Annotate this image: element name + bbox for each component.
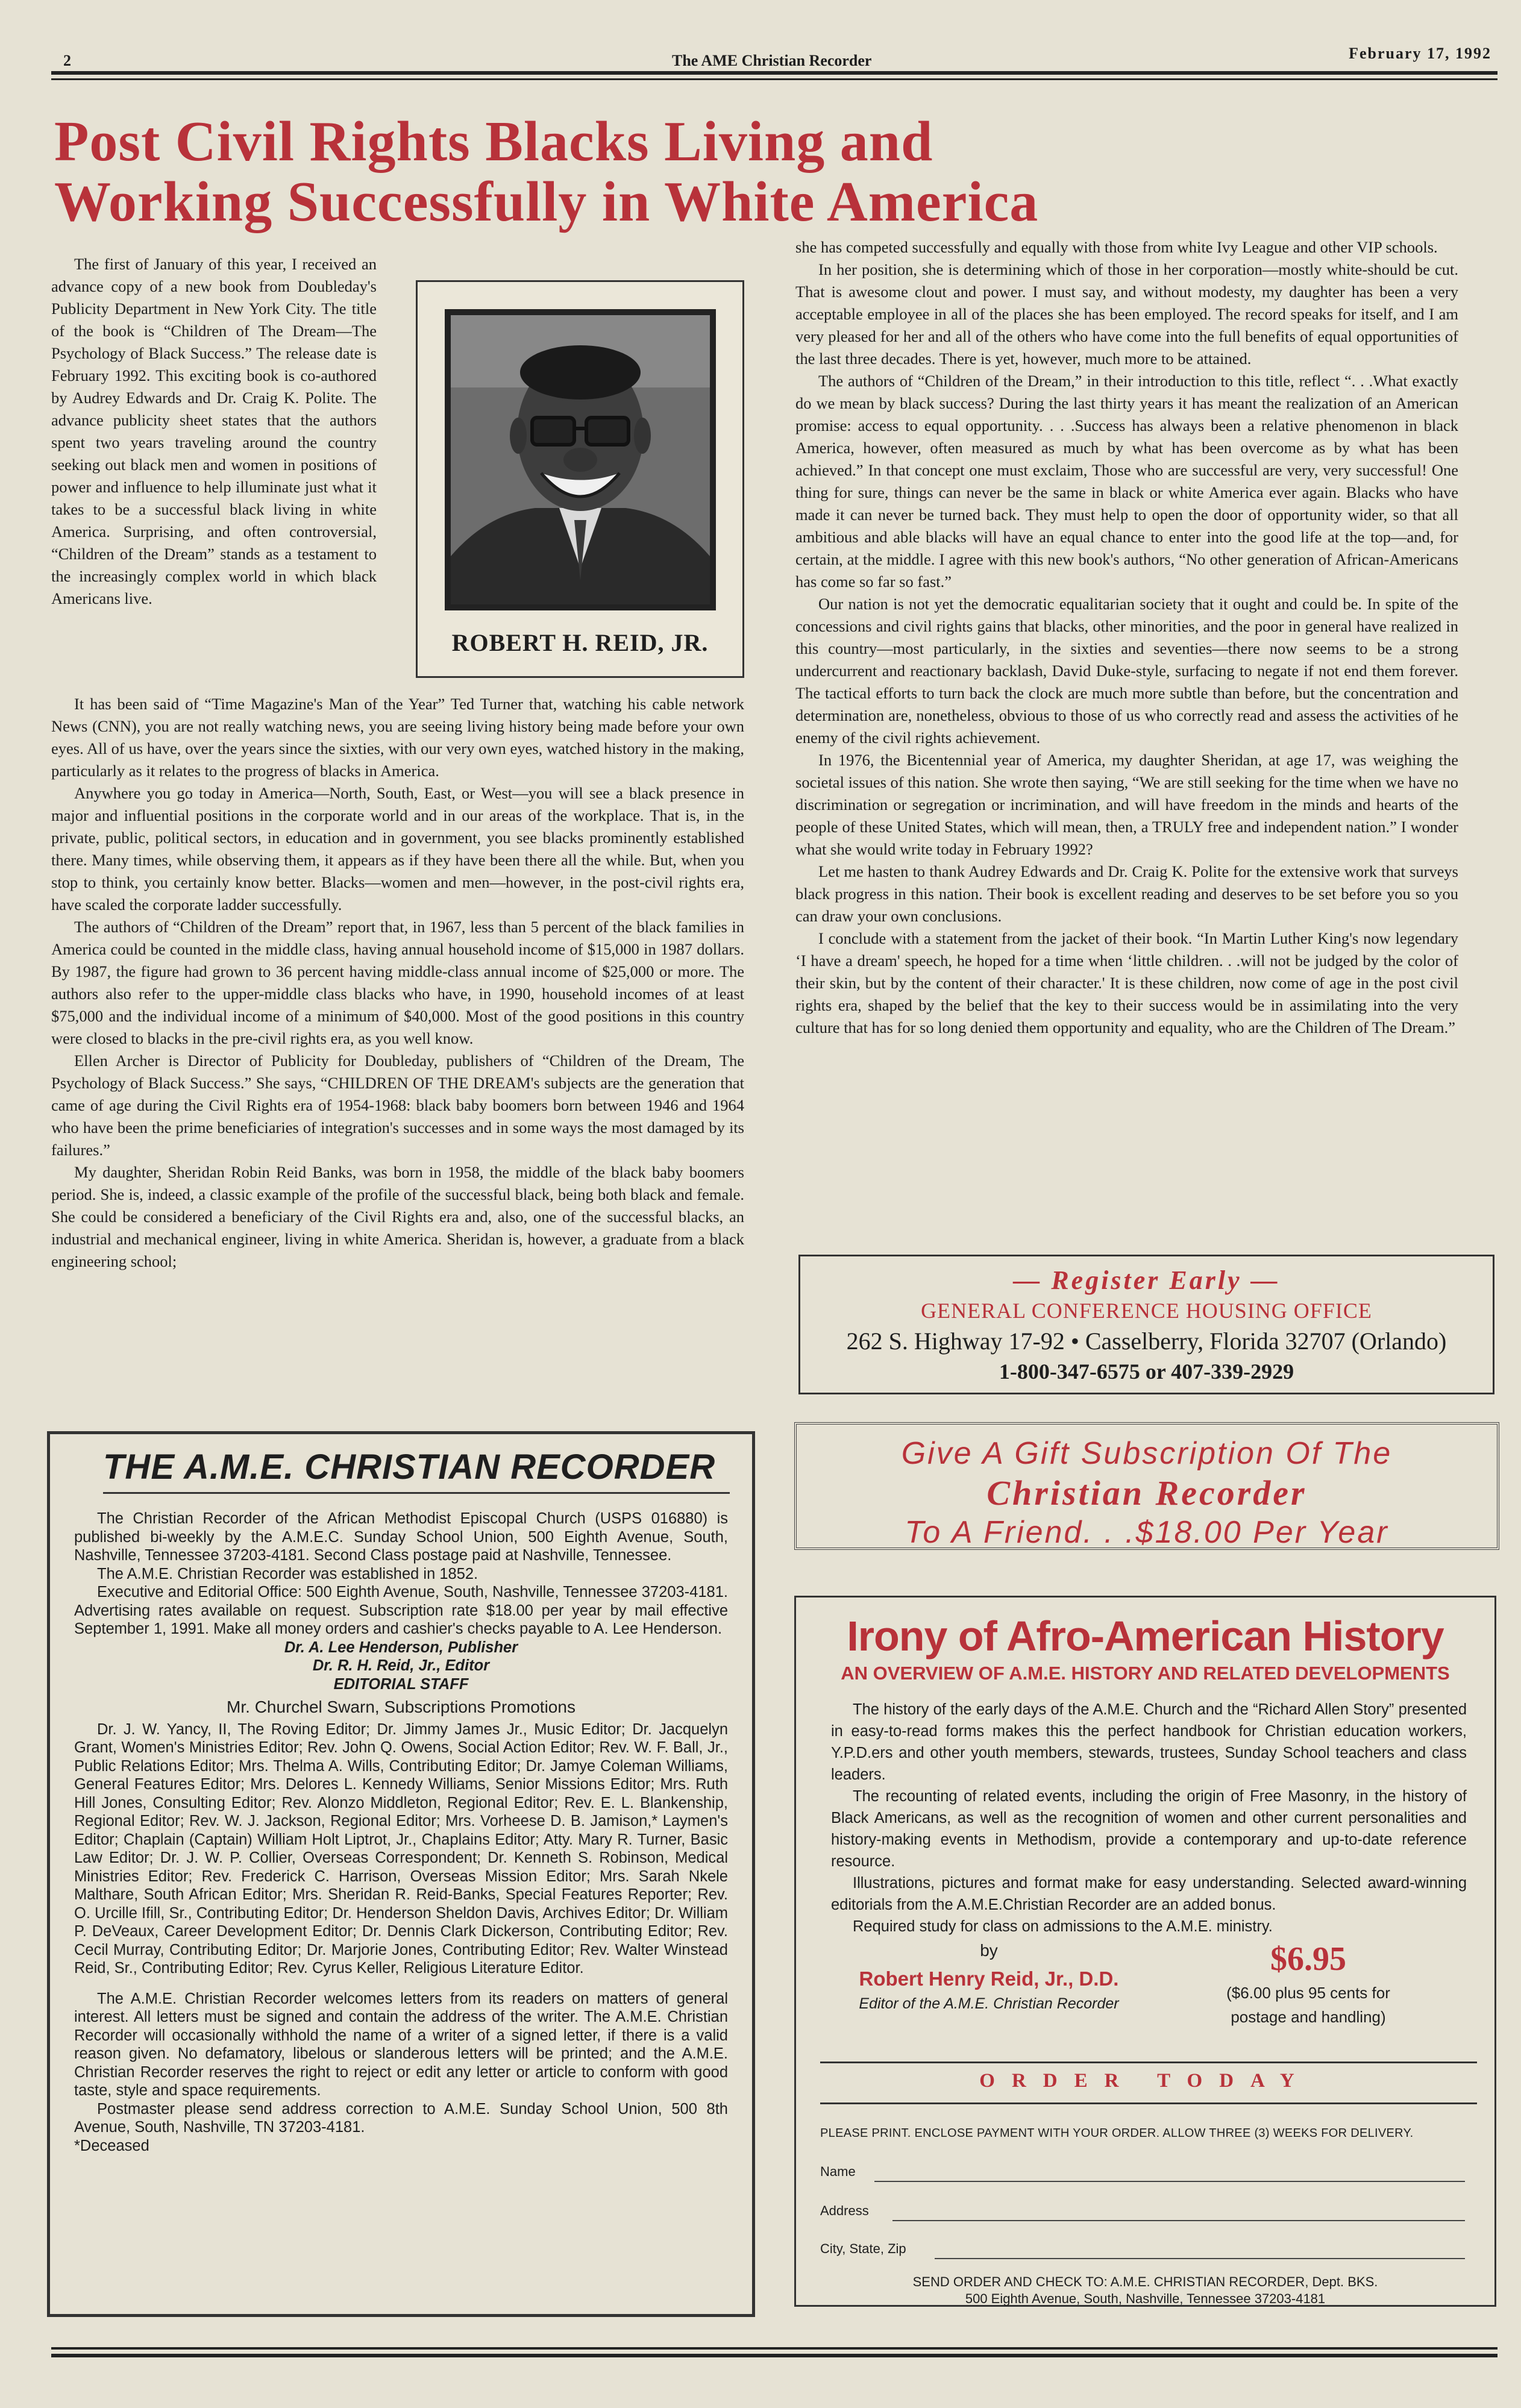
masthead-editor: Dr. R. H. Reid, Jr., Editor: [312, 1657, 490, 1674]
gift-line-2: Christian Recorder: [986, 1473, 1307, 1513]
gift-line-1: Give A Gift Subscription Of The: [901, 1436, 1393, 1471]
order-instructions: PLEASE PRINT. ENCLOSE PAYMENT WITH YOUR ORDER. ALLOW THREE (3) WEEKS FOR DELIVERY.: [820, 2127, 1414, 2140]
photo-caption: ROBERT H. REID, JR.: [451, 629, 709, 656]
order-city-field[interactable]: [935, 2258, 1465, 2259]
article-paragraph: In her position, she is determining which of those in her corporation—mostly white-should be cut. That is awesome clout and power. I must say, and without modesty, my daughter has been a very acceptable employee in all of the places she has been employed. The record speaks for itself, and I am very pleased for her and all of the others who have come into the full benefits of equal opportunities of the last three decades. There is yet, however, much more to be attained.: [795, 260, 1458, 368]
book-description-paragraph: The history of the early days of the A.M.E. Church and the “Richard Allen Story” presented in easy-to-read forms makes this the perfect handbook for Christian education workers, Y.P.D.ers and other youth members, stewards, trustees, Sunday School teachers and class leaders.: [831, 1701, 1467, 1783]
author-photo: [445, 309, 716, 610]
masthead-publication-info: The Christian Recorder of the African Methodist Episcopal Church (USPS 016880) is published bi-weekly by the A.M.E.C. Sunday School Union, 500 Eighth Avenue, South, Nashville, Tennessee 37203-4181. Second Class postage paid at Nashville, Tennessee.: [74, 1510, 728, 1564]
order-address-row: [820, 2203, 1465, 2222]
by-label: by: [980, 1941, 998, 1960]
article-paragraph: Anywhere you go today in America—North, South, East, or West—you will see a black presence in major and influential positions in the corporate world and in our areas of the workplace. That is, in the private, public, political sectors, in education and in government, you see blacks prominently established there. Many times, while observing them, it appears as if they have been there all the while. But, when you stop to think, you certainly know better. Blacks—women and men—however, in the post-civil rights era, have scaled the corporate ladder successfully.: [51, 784, 744, 914]
article-column-intro: [51, 253, 377, 610]
masthead-box: [47, 1431, 755, 2317]
article-paragraph: The authors of “Children of the Dream” report that, in 1967, less than 5 percent of the black families in America could be counted in the middle class, having annual household income of $15,000 in 1987 dollars. By 1987, the figure had grown to 36 percent having middle-class annual income of $25,000 or more. The authors also refer to the upper-middle class blacks who have, in 1990, household incomes of at least $75,000 and the individual income of a minimum of $40,000. Most of the good positions in this country were closed to blacks in the pre-civil rights era, as you well know.: [51, 918, 744, 1047]
article-paragraph: It has been said of “Time Magazine's Man of the Year” Ted Turner that, watching his cable network News (CNN), you are not really watching news, you are seeing living history being made before your own eyes. All of us have, over the years since the sixties, with our very own eyes, watched history in the making, particularly as it relates to the progress of blacks in America.: [51, 695, 744, 780]
book-description: [831, 1699, 1467, 1937]
masthead-established: The A.M.E. Christian Recorder was established in 1852.: [97, 1565, 478, 1582]
order-name-label: Name: [820, 2164, 856, 2179]
order-address-field[interactable]: [892, 2220, 1465, 2221]
article-column-right: [795, 236, 1458, 1039]
order-city-label: City, State, Zip: [820, 2241, 906, 2256]
header-rule-thin: [51, 78, 1497, 80]
masthead-deceased-note: *Deceased: [74, 2137, 149, 2154]
article-paragraph: The first of January of this year, I received an advance copy of a new book from Doubleday's Publicity Department in New York City. The title of the book is “Children of The Dream—The Psychology of Black Success.” The release date is February 1992. This exciting book is co-authored by Audrey Edwards and Dr. Craig K. Polite. The advance publicity sheet states that the authors spent two years traveling around the country seeking out black men and women in positions of power and influence to help illuminate just what it takes to be a successful black living in white America. Surprising, and often controversial, “Children of the Dream” stands as a testament to the increasingly complex world in which black Americans live.: [51, 255, 377, 607]
publication-name: The AME Christian Recorder: [672, 52, 872, 69]
article-paragraph: Ellen Archer is Director of Publicity for Doubleday, publishers of “Children of the Dream, The Psychology of Black Success.” She says, “CHILDREN OF THE DREAM's subjects are the generation that came of age during the Civil Rights era of 1954-1968: black baby boomers born between 1946 and 1964 who have been the prime beneficiaries of integration's successes and in some ways the most damaged by its failures.”: [51, 1052, 744, 1159]
page-number: 2: [63, 52, 71, 69]
book-title: Irony of Afro-American History: [847, 1613, 1444, 1660]
footer-rule: [51, 2354, 1497, 2357]
article-paragraph: Our nation is not yet the democratic equalitarian society that it ought and could be. In spite of the concessions and civil rights gains that blacks, other minorities, and the poor in general have realized in this country—most particularly, in the sixties and seventies—there now seems to be a strong undercurrent and reactionary backlash, David Duke-style, surfacing to negate if not end them forever. The tactical efforts to turn back the clock are much more subtle than before, but the concentration and determination are, nonetheless, obvious to those of us who correctly read and assess the activities of he enemy of the civil rights achievement.: [795, 595, 1458, 747]
book-price-block: [1170, 1940, 1447, 2029]
masthead-office-info: Executive and Editorial Office: 500 Eighth Avenue, South, Nashville, Tennessee 37203-4181. Advertising rates available on request. Subscription rate $18.00 per year by mail effective September 1, 1991. Make all money orders and cashier's checks payable to A. Lee Henderson.: [74, 1584, 728, 1637]
book-price: $6.95: [1270, 1940, 1346, 1978]
article-column-main: [51, 693, 744, 1273]
order-name-field[interactable]: [874, 2181, 1465, 2182]
housing-office: GENERAL CONFERENCE HOUSING OFFICE: [921, 1299, 1372, 1323]
book-description-paragraph: Required study for class on admissions to the A.M.E. ministry.: [853, 1918, 1273, 1935]
order-name-row: [820, 2164, 1465, 2183]
article-paragraph: she has competed successfully and equally with those from white Ivy League and other VIP schools.: [795, 238, 1438, 256]
housing-address: 262 S. Highway 17-92 • Casselberry, Florida 32707 (Orlando): [846, 1328, 1447, 1355]
masthead-staff-list: Dr. J. W. Yancy, II, The Roving Editor; Dr. Jimmy James Jr., Music Editor; Dr. Jacquelyn Grant, Women's Ministries Editor; Rev. John Q. Owens, Social Action Editor; Rev. W. F. Ball, Jr., Public Relations Editor; Mrs. Thelma A. Wills, Contributing Editor; Dr. Jamye Coleman Williams, General Features Editor; Mrs. Delores L. Kennedy Williams, Senior Missions Editor; Mrs. Ruth Hill Jones, Consulting Editor; Rev. Alonzo Middleton, Regional Editor; Rev. E. L. Blankenship, Regional Editor; Rev. W. J. Jackson, Regional Editor; Mrs. Vorheese D. B. Jamison,* Laymen's Editor; Chaplain (Captain) William Holt Liptrot, Jr., Chaplains Editor; Atty. Mary R. Turner, Basic Law Editor; Dr. J. W. P. Collier, Overseas Correspondent; Dr. Kenneth S. Robinson, Medical Ministries Editor; Rev. Frederick C. Harrison, Overseas Mission Editor; Mrs. Sarah Nkele Malthare, South African Editor; Mrs. Sheridan R. Reid-Banks, Special Features Reporter; Rev. O. Urcille Ifill, Sr., Contributing Editor; Dr. Henderson Sheldon Davis, Archives Editor; Dr. William P. DeVeaux, Career Development Editor; Dr. Dennis Clark Dickerson, Contributing Editor; Rev. Cecil Murray, Contributing Editor; Dr. Marjorie Jones, Contributing Editor; Rev. Walter Winstead Reid, Sr., Contributing Editor; Rev. Cyrus Keller, Religious Literature Editor.: [74, 1720, 728, 1977]
article-paragraph: In 1976, the Bicentennial year of America, my daughter Sheridan, at age 17, was weighing the societal issues of this nation. She wrote then saying, “We are still seeking for the time when we have no discrimination or segregation or incrimination, and will have freedom in the minds and hearts of the people of these United States, which will mean, then, a TRULY free and independent nation.” I wonder what she would write today in February 1992?: [795, 751, 1458, 858]
housing-phones: 1-800-347-6575 or 407-339-2929: [999, 1359, 1294, 1384]
masthead-letters-policy: The A.M.E. Christian Recorder welcomes letters from its readers on matters of general interest. All letters must be signed and contain the address of the writer. The A.M.E. Christian Recorder will occasionally withhold the name of a writer of a signed letter, if there is a valid reason given. No defamatory, libelous or slanderous letters will be printed; and the A.M.E. Christian Recorder reserves the right to reject or edit any letter or article to conform with good taste, style and space requirements.: [74, 1990, 728, 2099]
headline-line-2: Working Successfully in White America: [54, 171, 1039, 233]
order-today-heading: ORDER TODAY: [979, 2070, 1311, 2092]
article-paragraph: Let me hasten to thank Audrey Edwards and Dr. Craig K. Polite for the extensive work that surveys black progress in this nation. Their book is excellent reading and deserves to be set before you so you can draw your own conclusions.: [795, 862, 1458, 925]
masthead-title: THE A.M.E. CHRISTIAN RECORDER: [103, 1447, 716, 1487]
send-order-line-2: 500 Eighth Avenue, South, Nashville, Tennessee 37203-4181: [965, 2291, 1326, 2306]
send-order-to: [796, 2274, 1494, 2307]
author-photo-box: [416, 280, 744, 678]
book-subtitle: AN OVERVIEW OF A.M.E. HISTORY AND RELATED DEVELOPMENTS: [841, 1663, 1450, 1684]
article-paragraph: My daughter, Sheridan Robin Reid Banks, was born in 1958, the middle of the black baby boomers period. She is, indeed, a classic example of the profile of the successful black, being both black and female. She could be considered a beneficiary of the Civil Rights era and, also, one of the successful blacks, an industrial and mechanical engineer, living in white America. Sheridan is, however, a graduate from a black engineering school;: [51, 1163, 744, 1270]
book-order-ad: [794, 1596, 1496, 2307]
article-paragraph: I conclude with a statement from the jacket of their book. “In Martin Luther King's now legendary ‘I have a dream' speech, he hoped for a time when ‘little children. . .will not be judged by the color of their skin, but by the content of their character.' It is these children, now come of age in the post civil rights era, shaped by the belief that the key to their success would be in assimilating into the very culture that has for so long denied them opportunity and equality, who are the Children of The Dream.”: [795, 929, 1458, 1036]
masthead-publisher: Dr. A. Lee Henderson, Publisher: [284, 1638, 518, 1656]
issue-date: February 17, 1992: [1349, 45, 1491, 62]
book-description-paragraph: The recounting of related events, including the origin of Free Masonry, in the history of Black Americans, as well as the recognition of women and other current personalities and history-making events in Methodism, provide a contemporary and up-to-date reference resource.: [831, 1788, 1467, 1870]
gift-subscription-ad: [794, 1422, 1499, 1550]
book-author: Robert Henry Reid, Jr., D.D.: [859, 1967, 1119, 1990]
book-author-block: [832, 1941, 1146, 2013]
masthead-postmaster: Postmaster please send address correction to A.M.E. Sunday School Union, 500 8th Avenue, South, Nashville, TN 37203-4181.: [74, 2100, 728, 2136]
masthead-spacer: [74, 1978, 728, 1990]
footer-rule-thin: [51, 2347, 1497, 2350]
book-description-paragraph: Illustrations, pictures and format make for easy understanding. Selected award-winning editorials from the A.M.E.Christian Recorder are an added bonus.: [831, 1875, 1467, 1913]
order-city-row: [820, 2241, 1465, 2260]
order-rule-bottom: [820, 2102, 1477, 2104]
price-note-1: ($6.00 plus 95 cents for: [1226, 1984, 1390, 2002]
order-address-label: Address: [820, 2203, 869, 2218]
register-title: — Register Early —: [1013, 1265, 1280, 1295]
headline-line-1: Post Civil Rights Blacks Living and: [54, 110, 933, 173]
masthead-subscriptions: Mr. Churchel Swarn, Subscriptions Promotions: [227, 1698, 575, 1716]
article-paragraph: The authors of “Children of the Dream,” in their introduction to this title, reflect “. . .What exactly do we mean by black success? During the last thirty years it has meant the realization of an American promise: access to equal opportunity. . . .Success has always been a relative phenomenon in black America, however, often measured as much by what has been overcome as by what has been achieved.” In that concept one must exclaim, Those who are successful are very, very successful! One thing for sure, things can never be the same in black or white America ever again. Blacks who have made it can never be turned back. They must help to open the door of opportunity wider, so that all ambitious and able blacks will have an equal chance to enter into the good life at the top—and, for certain, at the middle. I agree with this new book's authors, “No other generation of African-Americans has come so far so fast.”: [795, 372, 1458, 591]
price-note-2: postage and handling): [1231, 2008, 1386, 2026]
masthead-rule: [103, 1492, 730, 1494]
gift-line-3: To A Friend. . .$18.00 Per Year: [905, 1515, 1389, 1550]
send-order-line-1: SEND ORDER AND CHECK TO: A.M.E. CHRISTIAN RECORDER, Dept. BKS.: [912, 2274, 1378, 2289]
portrait-image: [451, 315, 710, 604]
register-early-ad: [798, 1255, 1494, 1394]
header-rule: [51, 71, 1497, 75]
order-rule-top: [820, 2062, 1477, 2063]
book-author-role: Editor of the A.M.E. Christian Recorder: [859, 1995, 1119, 2012]
article-headline: [54, 111, 1488, 232]
masthead-staff-heading: EDITORIAL STAFF: [333, 1675, 469, 1693]
